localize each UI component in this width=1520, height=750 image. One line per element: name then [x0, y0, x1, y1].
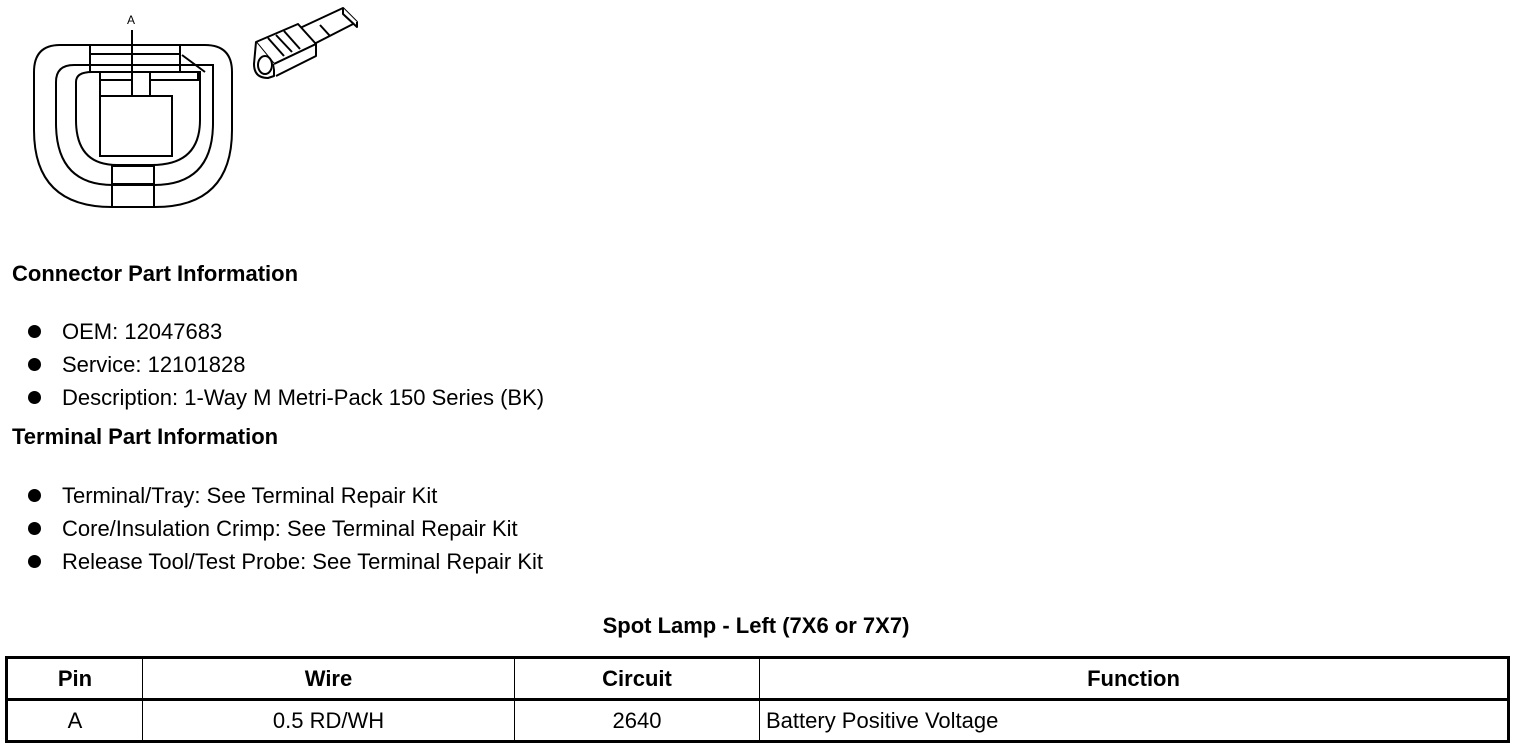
list-item — [28, 348, 544, 381]
terminal-pin-icon — [254, 8, 357, 78]
bullet-icon — [28, 325, 41, 338]
pin-label: A — [127, 13, 136, 27]
terminal-info-heading: Terminal Part Information — [12, 424, 279, 449]
list-item — [28, 315, 544, 348]
function-cell: Battery Positive Voltage — [760, 700, 1509, 742]
column-header-function: Function — [760, 658, 1509, 700]
connector-face-icon — [34, 30, 232, 207]
connector-diagram — [0, 0, 380, 220]
column-header-pin: Pin — [7, 658, 143, 700]
terminal-tray: Terminal/Tray: See Terminal Repair Kit — [62, 483, 438, 508]
circuit-cell: 2640 — [515, 700, 760, 742]
column-header-circuit: Circuit — [515, 658, 760, 700]
table-title: Spot Lamp - Left (7X6 or 7X7) — [602, 613, 910, 638]
bullet-icon — [28, 358, 41, 371]
bullet-icon — [28, 489, 41, 502]
core-insulation-crimp: Core/Insulation Crimp: See Terminal Repair Kit — [62, 516, 518, 541]
wire-cell: 0.5 RD/WH — [143, 700, 515, 742]
connector-info-list — [28, 315, 544, 414]
list-item — [28, 545, 543, 578]
column-header-wire: Wire — [143, 658, 515, 700]
connector-description: Description: 1-Way M Metri-Pack 150 Series (BK) — [62, 385, 545, 410]
list-item — [28, 381, 544, 414]
bullet-icon — [28, 391, 41, 404]
release-tool-test-probe: Release Tool/Test Probe: See Terminal Repair Kit — [62, 549, 543, 574]
bullet-icon — [28, 522, 41, 535]
list-item — [28, 512, 543, 545]
oem-number: OEM: 12047683 — [62, 319, 223, 344]
table-row — [7, 700, 1509, 742]
table-header-row — [7, 658, 1509, 700]
list-item — [28, 479, 543, 512]
service-number: Service: 12101828 — [62, 352, 246, 377]
terminal-info-list — [28, 479, 543, 578]
pinout-table — [5, 656, 1510, 743]
bullet-icon — [28, 555, 41, 568]
connector-info-heading: Connector Part Information — [12, 261, 299, 286]
pin-cell: A — [7, 700, 143, 742]
